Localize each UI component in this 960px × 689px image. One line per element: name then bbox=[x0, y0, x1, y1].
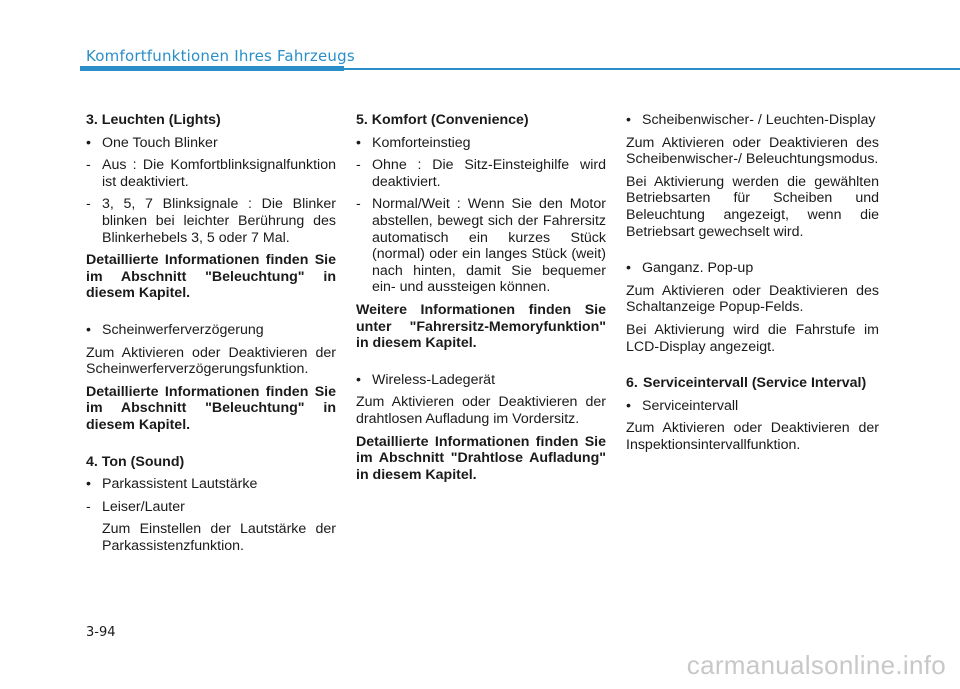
bullet-einstieg bbox=[356, 135, 606, 152]
text-service: Zum Aktivieren oder Deaktivieren der Inspektionsintervallfunktion. bbox=[626, 420, 879, 453]
heading-service bbox=[626, 375, 879, 392]
bullet-gang bbox=[626, 260, 879, 277]
bullet-wischer bbox=[626, 112, 879, 129]
bullet-label: Scheinwerferverzögerung bbox=[102, 321, 264, 338]
option-text: 3, 5, 7 Blinksignale : Die Blinker blinken bei leichter Berührung des Blinkerhebels 3, 5 oder 7 Mal. bbox=[102, 196, 336, 246]
option-text: Ohne : Die Sitz-Einsteighilfe wird deaktiviert. bbox=[372, 157, 606, 190]
heading-lights: 3. Leuchten (Lights) bbox=[86, 112, 221, 128]
option-text: Normal/Weit : Wenn Sie den Motor abstellen, bewegt sich der Fahrersitz automatisch ein kurzes Stück (normal) oder ein langes Stück (weit) nach hinten, damit Sie bequemer ein- und aussteigen können. bbox=[372, 196, 606, 296]
bullet-one-touch bbox=[86, 135, 336, 152]
header-accent-bar bbox=[80, 66, 344, 71]
info-note-memory: Weitere Informationen finden Sie unter "Fahrersitz-Memoryfunktion" in diesem Kapitel. bbox=[356, 301, 606, 352]
heading-sound: 4. Ton (Sound) bbox=[86, 453, 185, 470]
info-note-wireless: Detaillierte Informationen finden Sie im Abschnitt "Drahtlose Aufladung" in diesem Kapitel. bbox=[356, 433, 606, 483]
text-wireless: Zum Aktivieren oder Deaktivieren der drahtlosen Aufladung im Vordersitz. bbox=[356, 394, 606, 427]
info-note-lighting-2: Detaillierte Informationen finden Sie im Abschnitt "Beleuchtung" in diesem Kapitel. bbox=[86, 383, 336, 433]
spacer bbox=[86, 440, 336, 454]
text-wischer-2: Bei Aktivierung werden die gewählten Betriebsarten für Scheiben und Beleuchtung angezeigt, wenn die Betriebsart gewechselt wird. bbox=[626, 173, 879, 240]
bullet-label: Wireless-Ladegerät bbox=[372, 371, 496, 388]
option-aus bbox=[86, 157, 336, 190]
bullet-label: Parkassistent Lautstärke bbox=[102, 476, 258, 493]
info-note-lighting: Detaillierte Informationen finden Sie im Abschnitt "Beleuchtung" in diesem Kapitel. bbox=[86, 252, 336, 302]
bullet-label: Ganganz. Pop-up bbox=[642, 260, 754, 277]
watermark: carmanualsonline.info bbox=[686, 650, 946, 680]
spacer bbox=[356, 358, 606, 372]
bullet-label: Komforteinstieg bbox=[372, 134, 471, 151]
option-text: Aus : Die Komfortblinksignalfunktion ist deaktiviert. bbox=[102, 157, 336, 190]
bullet-scheinwerfer bbox=[86, 322, 336, 339]
column-2 bbox=[356, 112, 606, 489]
text-leiser: Zum Einstellen der Lautstärke der Parkassistenzfunktion. bbox=[102, 521, 336, 554]
column-3 bbox=[626, 112, 879, 460]
text-gang-2: Bei Aktivierung wird die Fahrstufe im LCD-Display angezeigt. bbox=[626, 321, 879, 355]
section-header-title: Komfortfunktionen Ihres Fahrzeugs bbox=[86, 47, 355, 65]
header-rule bbox=[344, 68, 960, 70]
heading-comfort: 5. Komfort (Convenience) bbox=[356, 112, 529, 128]
spacer bbox=[626, 246, 879, 260]
bullet-service bbox=[626, 398, 879, 415]
dash-marker: - bbox=[356, 196, 361, 213]
spacer bbox=[86, 308, 336, 322]
dash-marker: - bbox=[86, 498, 91, 515]
bullet-park-volume bbox=[86, 476, 336, 493]
text-gang-1: Zum Aktivieren oder Deaktivieren des Schaltanzeige Popup-Felds. bbox=[626, 282, 879, 316]
option-text: Leiser/Lauter bbox=[102, 498, 185, 515]
dash-marker: - bbox=[356, 157, 361, 174]
bullet-label: Scheibenwischer- / Leuchten-Display bbox=[642, 112, 876, 128]
dash-marker: - bbox=[86, 157, 91, 174]
bullet-label: Serviceintervall bbox=[642, 397, 739, 414]
heading-text: Serviceintervall (Service Interval) bbox=[643, 375, 867, 392]
heading-number: 6. bbox=[626, 375, 638, 392]
page-number: 3-94 bbox=[86, 625, 116, 640]
column-1 bbox=[86, 112, 336, 560]
option-normal-weit bbox=[356, 196, 606, 296]
bullet-label: One Touch Blinker bbox=[102, 134, 218, 151]
option-leiser bbox=[86, 499, 336, 516]
bullet-wireless bbox=[356, 372, 606, 389]
text-wischer-1: Zum Aktivieren oder Deaktivieren des Scheibenwischer-/ Beleuchtungsmodus. bbox=[626, 134, 879, 168]
option-357 bbox=[86, 196, 336, 246]
dash-marker: - bbox=[86, 196, 91, 213]
option-ohne bbox=[356, 157, 606, 190]
spacer bbox=[626, 361, 879, 375]
text-scheinwerfer: Zum Aktivieren oder Deaktivieren der Scheinwerferverzögerungsfunktion. bbox=[86, 344, 336, 378]
